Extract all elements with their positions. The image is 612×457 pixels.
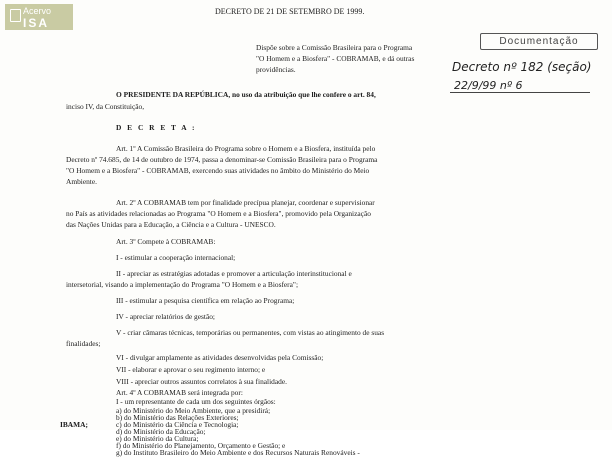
art1-line: Art. 1º A Comissão Brasileira do Programa sobre o Homem e a Biosfera, instituída pelo — [116, 144, 376, 153]
art2-line: das Nações Unidas para a Educação, a Ciência e a Cultura - UNESCO. — [66, 220, 276, 229]
art1-line: Ambiente. — [66, 177, 97, 186]
art3-item: intersetorial, visando a implementação do Programa "O Homem e a Biosfera"; — [66, 280, 298, 289]
preamble-line: O PRESIDENTE DA REPÚBLICA, no uso da atribuição que lhe confere o art. 84, — [116, 90, 376, 99]
art1-line: "O Homem e a Biosfera" - COBRAMAB, exercendo suas atividades no âmbito do Ministério do Meio — [66, 166, 370, 175]
ementa-line: "O Homem e a Biosfera" - COBRAMAB, e dá outras — [256, 54, 415, 63]
art3-item: IV - apreciar relatórios de gestão; — [116, 312, 215, 321]
art4-item: e) do Ministério da Cultura; — [116, 434, 199, 443]
logo-line-1: Acervo — [23, 6, 52, 16]
logo-line-2: ISA — [23, 16, 50, 30]
art2-line: no País as atividades relacionadas ao Programa "O Homem e a Biosfera", promovido pela Organização — [66, 209, 371, 218]
art4-item: c) do Ministério da Ciência e Tecnologia; — [116, 420, 239, 429]
acervo-isa-logo — [5, 4, 73, 30]
art4-intro: I - um representante de cada um dos seguintes órgãos: — [116, 397, 276, 406]
preamble-line: inciso IV, da Constituição, — [66, 102, 145, 111]
art3-item: finalidades; — [66, 339, 101, 348]
art4-item: g) do Instituto Brasileiro do Meio Ambiente e dos Recursos Naturais Renováveis - — [116, 448, 360, 457]
art4-item: d) do Ministério da Educação; — [116, 427, 206, 436]
art1-line: Decreto nº 74.685, de 14 de outubro de 1974, passa a denominar-se Comissão Brasileira para o Programa — [66, 155, 378, 164]
handwritten-note-2: 22/9/99 nº 6 — [454, 79, 523, 92]
handwritten-note-1: Decreto nº 182 (seção) — [452, 60, 592, 74]
art3-item: I - estimular a cooperação internacional; — [116, 253, 236, 262]
art2-line: Art. 2º A COBRAMAB tem por finalidade precípua planejar, coordenar e supervisionar — [116, 198, 375, 207]
book-icon — [10, 9, 21, 22]
ementa-line: providências. — [256, 65, 296, 74]
art4-item: a) do Ministério do Meio Ambiente, que a presidirá; — [116, 406, 271, 415]
art3-item: VII - elaborar e aprovar o seu regimento interno; e — [116, 365, 266, 374]
art3-item: VI - divulgar amplamente as atividades desenvolvidas pela Comissão; — [116, 353, 324, 362]
art3-item: III - estimular a pesquisa científica em relação ao Programa; — [116, 296, 295, 305]
art4-heading: Art. 4º A COBRAMAB será integrada por: — [116, 388, 243, 397]
art4-item: f) do Ministério do Planejamento, Orçamento e Gestão; e — [116, 441, 286, 450]
art4-item: b) do Ministério das Relações Exteriores; — [116, 413, 239, 422]
art3-item: II - apreciar as estratégias adotadas e promover a articulação interinstitucional e — [116, 269, 352, 278]
page-cutoff-line: IBAMA; — [60, 420, 88, 429]
document-title: DECRETO DE 21 DE SETEMBRO DE 1999. — [215, 7, 365, 16]
decreta-heading: D E C R E T A : — [116, 123, 197, 132]
art3-heading: Art. 3º Compete à COBRAMAB: — [116, 237, 216, 246]
ementa-line: Dispõe sobre a Comissão Brasileira para o Programa — [256, 43, 413, 52]
handwritten-underline — [450, 92, 590, 93]
art3-item: V - criar câmaras técnicas, temporárias ou permanentes, com vistas ao atingimento de suas — [116, 328, 385, 337]
documentation-stamp: Documentação — [480, 33, 598, 50]
art3-item: VIII - apreciar outros assuntos correlatos à sua finalidade. — [116, 377, 287, 386]
